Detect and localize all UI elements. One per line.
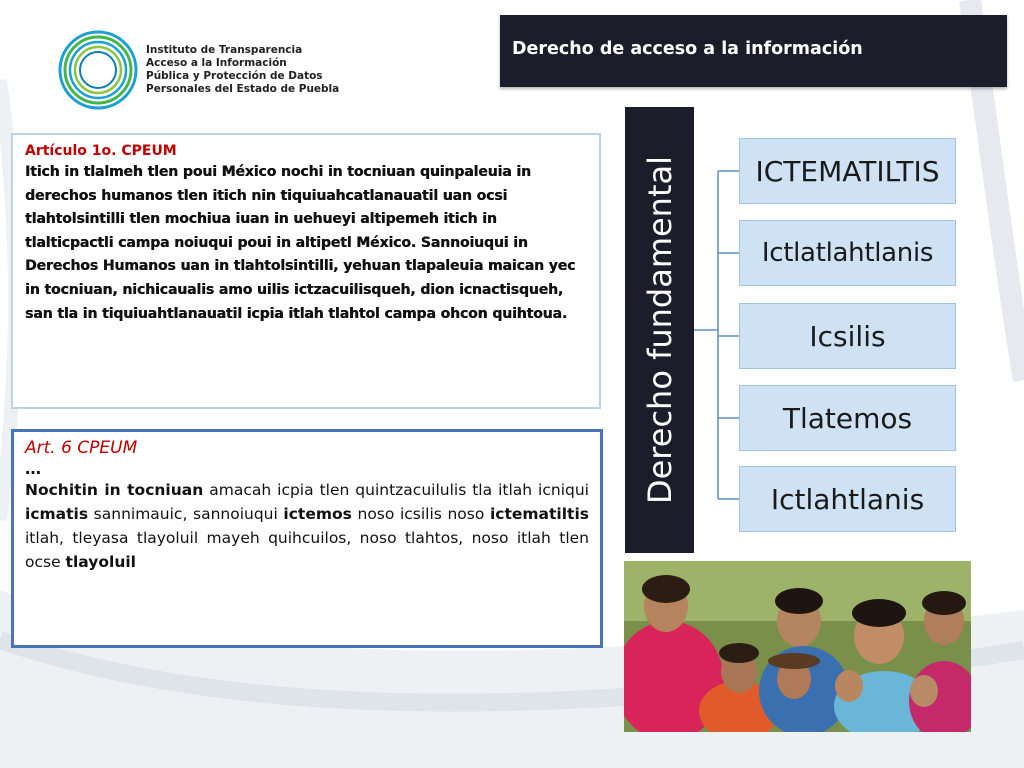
logo-ring-icon [56, 28, 140, 112]
diagram-node: Ictlahtlanis [739, 466, 956, 532]
article6-keyword: ictemos [283, 505, 352, 523]
diagram-node: Ictlatlahtlanis [739, 220, 956, 286]
article6-lead: Nochitin in tocniuan [25, 481, 204, 499]
article1-title: Artículo 1o. CPEUM [25, 143, 177, 159]
logo-line: Pública y Protección de Datos [146, 70, 323, 82]
article6-ellipsis: … [25, 459, 41, 478]
article6-box [11, 429, 603, 648]
header-title-bar [500, 15, 1007, 87]
article6-keyword: ictematiltis [489, 505, 589, 523]
logo-line: Instituto de Transparencia [146, 44, 303, 56]
institute-logo [56, 28, 356, 112]
logo-text [146, 44, 339, 96]
article6-body [25, 478, 589, 574]
article6-text: noso icsilis noso [351, 505, 490, 523]
article6-keyword: icmatis [25, 505, 89, 523]
diagram-node: Icsilis [739, 303, 956, 369]
diagram-connectors [694, 107, 744, 553]
article6-text: sannimauic, sannoiuqui [88, 505, 284, 523]
article6-text: itlah, tleyasa tlayoluil mayeh quihcuilos, noso tlahtos, noso itlah tlen ocse [25, 529, 589, 571]
article6-text: amacah icpia tlen quintzacuilulis tla itlah icniqui [203, 481, 589, 499]
article6-title: Art. 6 CPEUM [25, 438, 138, 458]
article1-box [11, 133, 601, 409]
article1-body: Itich in tlalmeh tlen poui México nochi in tocniuan quinpaleuia in derechos humanos tlen itich nin tiquiuahcatlanauatil uan ocsi tlahtolsintilli tlen mochiua iuan in uehueyi altipemeh itich in tlalticpactli campa noiuqui poui in altipetl México. Sannoiuqui in Derechos Humanos uan in tlahtolsintilli, yehuan tlapaleuia maican yec in tocniuan, nichicaualis amo uilis ictzacuilisqueh, dion icnactisqueh, san tla in tiquiuahtlanauatil icpia itlah tlahtol campa ohcon quihtoua. [25, 164, 576, 322]
photo-illustration [624, 561, 971, 732]
page-title: Derecho de acceso a la información [512, 39, 863, 59]
logo-line: Personales del Estado de Puebla [146, 83, 340, 95]
community-photo [624, 561, 971, 732]
diagram-root [625, 107, 694, 553]
diagram-node: ICTEMATILTIS [739, 138, 956, 204]
diagram-root-label: Derecho fundamental [640, 155, 679, 505]
article6-keyword: tlayoluil [65, 553, 136, 571]
logo-line: Acceso a la Información [146, 57, 287, 69]
diagram-node: Tlatemos [739, 385, 956, 451]
